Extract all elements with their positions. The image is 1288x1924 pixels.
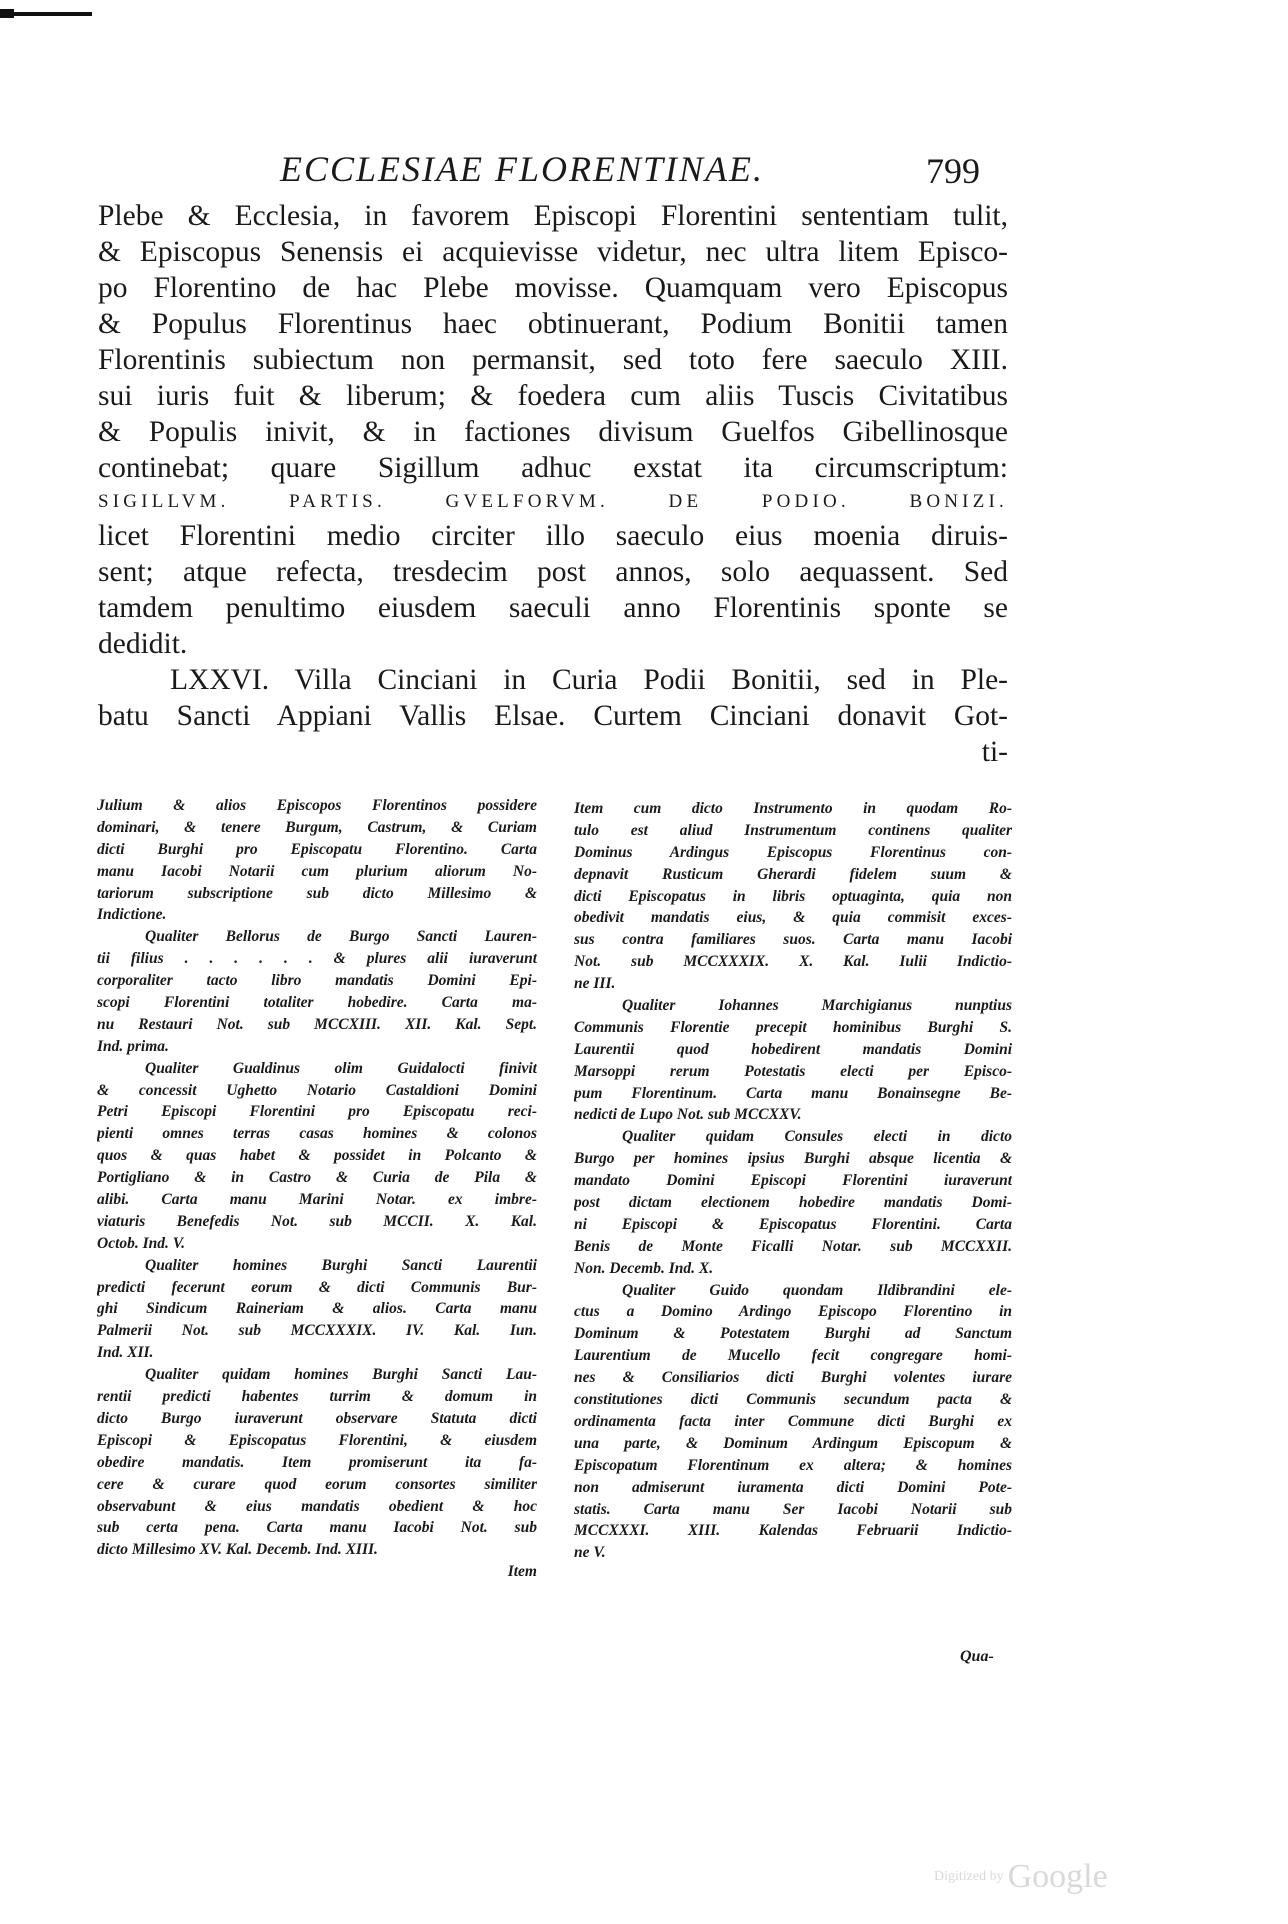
note-line: Petri Episcopi Florentini pro Episcopatu reci- (97, 1103, 537, 1121)
note-line: dicto Burgo iuraverunt observare Statuta dicti (97, 1409, 537, 1427)
note-line: Ind. XII. (97, 1344, 154, 1362)
watermark-prefix: Digitized by (934, 1869, 1004, 1884)
note-line: quos & quas habet & possidet in Polcanto & (97, 1147, 537, 1165)
note-line: obedivit mandatis eius, & quia commisit exces- (574, 909, 1012, 927)
note-line: dicti Episcopatus in libris optuaginta, quia non (574, 887, 1012, 905)
note-line: Burgo per homines ipsius Burghi absque licentia & (574, 1150, 1012, 1168)
note-line: una parte, & Dominum Ardingum Episcopum & (574, 1434, 1012, 1452)
corner-rule-mark (0, 12, 92, 16)
note-line: dicti Burghi pro Episcopatu Florentino. Carta (97, 840, 537, 858)
note-line: corporaliter tacto libro mandatis Domini Epi- (97, 972, 537, 990)
note-line: Marsoppi rerum Potestatis electi per Episco- (574, 1062, 1012, 1080)
note-line: pum Florentinum. Carta manu Bonainsegne Be- (574, 1084, 1012, 1102)
note-line: ne III. (574, 975, 616, 993)
note-line: dominari, & tenere Burgum, Castrum, & Curiam (97, 818, 537, 836)
running-title: ECCLESIAE FLORENTINAE. (280, 149, 764, 189)
note-line: ctus a Domino Ardingo Episcopo Florentino in (574, 1303, 1012, 1321)
note-line: sus contra familiares suos. Carta manu Iacobi (574, 931, 1012, 949)
catchword-right: Qua- (960, 1648, 994, 1665)
note-line: Indictione. (97, 906, 167, 924)
note-line: Episcopi & Episcopatus Florentini, & eiusdem (97, 1431, 537, 1449)
main-line: sent; atque refecta, tresdecim post annos, solo aequassent. Sed (98, 556, 1008, 588)
note-line: Ind. prima. (97, 1037, 169, 1055)
note-line: Palmerii Not. sub MCCXXXIX. IV. Kal. Iun. (97, 1322, 537, 1340)
note-line: constitutiones dicti Communis secundum pacta & (574, 1391, 1012, 1409)
note-line: ni Episcopi & Episcopatus Florentini. Carta (574, 1215, 1012, 1233)
note-line: Episcopatum Florentinum ex altera; & homines (574, 1456, 1012, 1474)
note-line: & concessit Ughetto Notario Castaldioni Domini (97, 1081, 537, 1099)
note-line: Julium & alios Episcopos Florentinos possidere (97, 797, 537, 814)
main-line: & Episcopus Senensis ei acquievisse videtur, nec ultra litem Episco- (98, 236, 1008, 268)
note-line: nes & Consiliarios dicti Burghi volentes iurare (574, 1369, 1012, 1387)
main-line: & Populus Florentinus haec obtinuerant, Podium Bonitii tamen (98, 308, 1008, 340)
note-line: Qualiter homines Burghi Sancti Laurentii (145, 1256, 537, 1274)
note-line: observabunt & eius mandatis obedient & hoc (97, 1497, 537, 1515)
digitization-watermark (934, 1858, 1108, 1896)
note-line: ghi Sindicum Raineriam & alios. Carta manu (97, 1300, 537, 1318)
note-line: ne V. (574, 1544, 606, 1562)
note-line: Qualiter quidam homines Burghi Sancti Lau- (145, 1366, 537, 1384)
note-line: tii filius . . . . . . & plures alii iuraverunt (97, 950, 537, 968)
note-line: nu Restauri Not. sub MCCXIII. XII. Kal. Sept. (97, 1015, 537, 1033)
seal-inscription: SIGILLVM. PARTIS. GVELFORVM. DE PODIO. BONIZI. (98, 491, 1008, 512)
note-line: Dominum & Potestatem Burghi ad Sanctum (574, 1325, 1012, 1343)
main-line: tamdem penultimo eiusdem saeculi anno Florentinis sponte se (98, 592, 1008, 624)
note-line: ordinamenta facta inter Commune dicti Burghi ex (574, 1412, 1012, 1430)
note-line: Laurentium de Mucello fecit congregare homi- (574, 1347, 1012, 1365)
note-line: Qualiter Guido quondam Ildibrandini ele- (622, 1281, 1012, 1299)
main-line: Plebe & Ecclesia, in favorem Episcopi Florentini sententiam tulit, (98, 200, 1008, 232)
note-line: Non. Decemb. Ind. X. (574, 1259, 714, 1277)
note-line: nedicti de Lupo Not. sub MCCXXV. (574, 1106, 802, 1124)
main-line: sui iuris fuit & liberum; & foedera cum aliis Tuscis Civitatibus (98, 380, 1008, 412)
catchword-main: ti- (981, 736, 1008, 768)
note-line: pienti omnes terras casas homines & colonos (97, 1125, 537, 1143)
note-line: Qualiter Iohannes Marchigianus nunptius (622, 997, 1012, 1015)
note-line: non admiserunt iuramenta dicti Domini Pote- (574, 1478, 1012, 1496)
note-line: Communis Florentie precepit hominibus Burghi S. (574, 1018, 1012, 1036)
note-line: predicti fecerunt eorum & dicti Communis Bur- (97, 1278, 537, 1296)
section-heading-line: LXXVI. Villa Cinciani in Curia Podii Bonitii, sed in Ple- (170, 664, 1008, 696)
note-line: rentii predicti habentes turrim & domum in (97, 1388, 537, 1406)
main-line: continebat; quare Sigillum adhuc exstat ita circumscriptum: (98, 452, 1008, 484)
footnotes-left-column (97, 795, 537, 1583)
note-line: Qualiter quidam Consules electi in dicto (622, 1128, 1012, 1146)
note-line: manu Iacobi Notarii cum plurium aliorum No- (97, 862, 537, 880)
google-logo: Google (1007, 1858, 1108, 1895)
note-line: mandato Domini Episcopi Florentini iuraverunt (574, 1172, 1012, 1190)
note-line: Item cum dicto Instrumento in quodam Ro- (574, 800, 1012, 817)
note-line: scopi Florentini totaliter hobedire. Carta ma- (97, 994, 537, 1012)
main-line: dedidit. (98, 628, 188, 660)
note-line: obedire mandatis. Item promiserunt ita fa- (97, 1453, 537, 1471)
note-line: Laurentii quod hobedirent mandatis Domini (574, 1040, 1012, 1058)
note-line: Dominus Ardingus Episcopus Florentinus con- (574, 843, 1012, 861)
note-line: post dictam electionem hobedire mandatis Domi- (574, 1194, 1012, 1212)
note-line: cere & curare quod eorum consortes similiter (97, 1475, 537, 1493)
footnotes-right-column (574, 798, 1012, 1564)
note-line: tariorum subscriptione sub dicto Millesimo & (97, 884, 537, 902)
main-text-block (98, 198, 1008, 770)
note-line: Portigliano & in Castro & Curia de Pila & (97, 1169, 537, 1187)
note-line: Not. sub MCCXXXIX. X. Kal. Iulii Indictio- (574, 953, 1012, 971)
note-line: sub certa pena. Carta manu Iacobi Not. sub (97, 1519, 537, 1537)
main-line: batu Sancti Appiani Vallis Elsae. Curtem Cinciani donavit Got- (98, 700, 1008, 732)
note-line: statis. Carta manu Ser Iacobi Notarii sub (574, 1500, 1012, 1518)
note-line: tulo est aliud Instrumentum continens qualiter (574, 821, 1012, 839)
note-line: Qualiter Gualdinus olim Guidalocti finivit (145, 1059, 537, 1077)
note-line: alibi. Carta manu Marini Notar. ex imbre- (97, 1191, 537, 1209)
main-line: po Florentino de hac Plebe movisse. Quamquam vero Episcopus (98, 272, 1008, 304)
page-number: 799 (926, 151, 980, 191)
main-line: & Populis inivit, & in factiones divisum Guelfos Gibellinosque (98, 416, 1008, 448)
main-line: licet Florentini medio circiter illo saeculo eius moenia diruis- (98, 520, 1008, 552)
note-line: viaturis Benefedis Not. sub MCCII. X. Kal. (97, 1212, 537, 1230)
note-line: Qualiter Bellorus de Burgo Sancti Lauren- (145, 928, 537, 946)
running-head (280, 148, 980, 191)
note-line: Benis de Monte Ficalli Notar. sub MCCXXII. (574, 1237, 1012, 1255)
note-line: Octob. Ind. V. (97, 1234, 185, 1252)
note-line: dicto Millesimo XV. Kal. Decemb. Ind. XIII. (97, 1541, 378, 1559)
note-line: MCCXXXI. XIII. Kalendas Februarii Indictio- (574, 1522, 1012, 1540)
main-line: Florentinis subiectum non permansit, sed toto fere saeculo XIII. (98, 344, 1008, 376)
catchword-left: Item (507, 1563, 537, 1581)
note-line: depnavit Rusticum Gherardi fidelem suum & (574, 865, 1012, 883)
